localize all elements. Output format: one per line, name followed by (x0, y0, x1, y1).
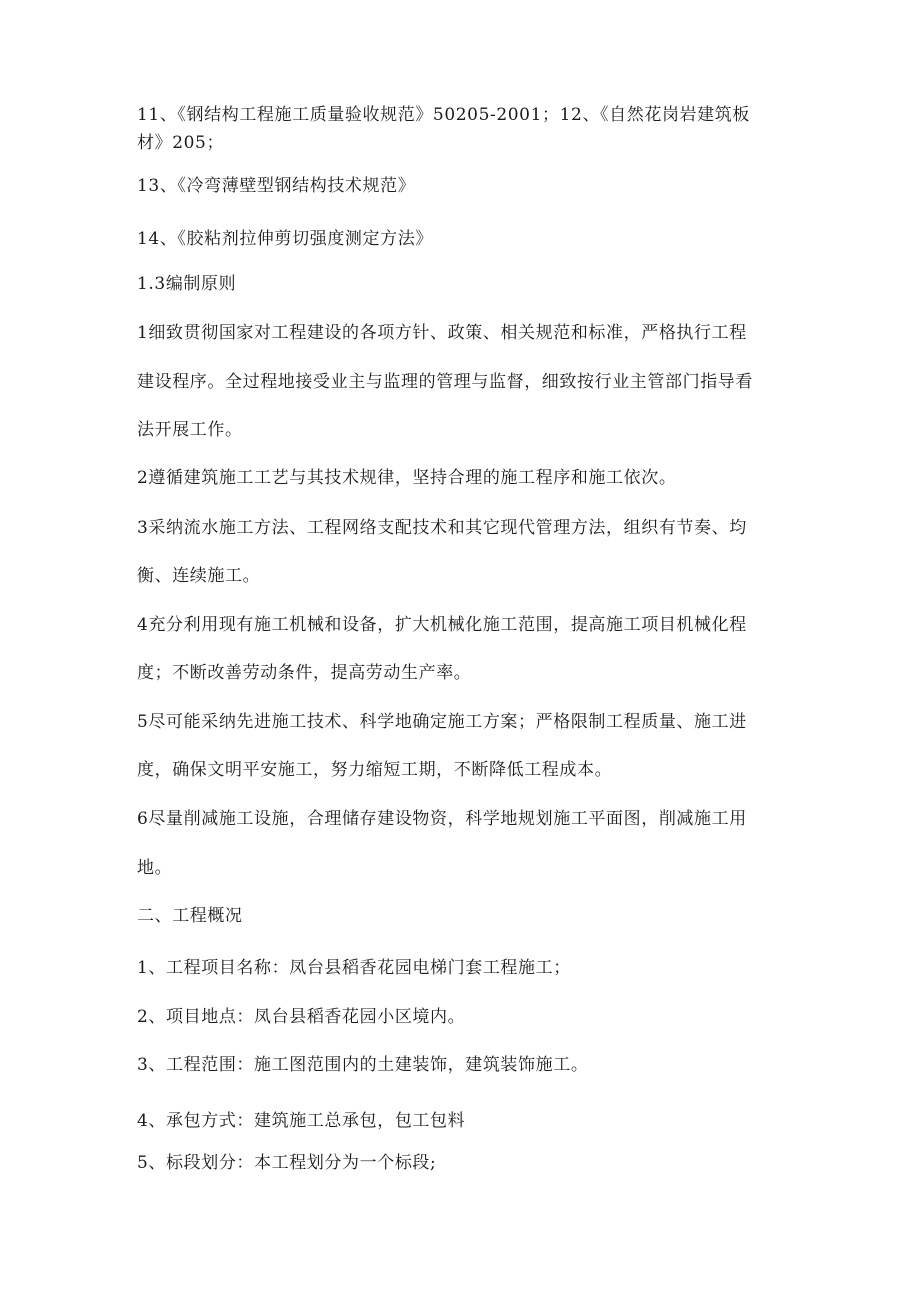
text-line-standard-13: 13、《冷弯薄壁型钢结构技术规范》 (137, 176, 416, 196)
principle-6-line-2: 地。 (137, 858, 173, 878)
section-heading-principles: 1.3编制原则 (137, 274, 237, 294)
text-line-standard-14: 14、《胶粘剂拉伸剪切强度测定方法》 (137, 229, 433, 249)
overview-item-2: 2、项目地点：凤台县稻香花园小区境内。 (137, 1007, 466, 1027)
principle-4-line-1: 4充分利用现有施工机械和设备，扩大机械化施工范围，提高施工项目机械化程 (137, 615, 747, 635)
principle-4-line-2: 度；不断改善劳动条件，提高劳动生产率。 (137, 663, 472, 683)
principle-6-line-1: 6尽量削减施工设施，合理储存建设物资，科学地规划施工平面图，削减施工用 (137, 809, 747, 829)
principle-5-line-2: 度，确保文明平安施工，努力缩短工期，不断降低工程成本。 (137, 760, 613, 780)
principle-2: 2遵循建筑施工工艺与其技术规律，坚持合理的施工程序和施工依次。 (137, 468, 677, 488)
principle-1-line-3: 法开展工作。 (137, 420, 243, 440)
overview-item-5: 5、标段划分：本工程划分为一个标段; (137, 1153, 437, 1173)
principle-5-line-1: 5尽可能采纳先进施工技术、科学地确定施工方案；严格限制工程质量、施工进 (137, 712, 747, 732)
text-line-standard-11-12: 11、《钢结构工程施工质量验收规范》50205-2001；12、《自然花岗岩建筑板 (137, 105, 750, 125)
overview-item-4: 4、承包方式：建筑施工总承包，包工包料 (137, 1111, 466, 1131)
principle-3-line-1: 3采纳流水施工方法、工程网络支配技术和其它现代管理方法，组织有节奏、均 (137, 518, 747, 538)
principle-1-line-2: 建设程序。全过程地接受业主与监理的管理与监督，细致按行业主管部门指导看 (137, 372, 753, 392)
principle-1-line-1: 1细致贯彻国家对工程建设的各项方针、政策、相关规范和标准，严格执行工程 (137, 323, 747, 343)
principle-3-line-2: 衡、连续施工。 (137, 566, 261, 586)
overview-item-1: 1、工程项目名称：凤台县稻香花园电梯门套工程施工； (137, 958, 571, 978)
overview-item-3: 3、工程范围：施工图范围内的土建装饰，建筑装饰施工。 (137, 1055, 589, 1075)
text-line-standard-12-cont: 材》205； (137, 133, 225, 153)
section-heading-overview: 二、工程概况 (137, 906, 243, 926)
